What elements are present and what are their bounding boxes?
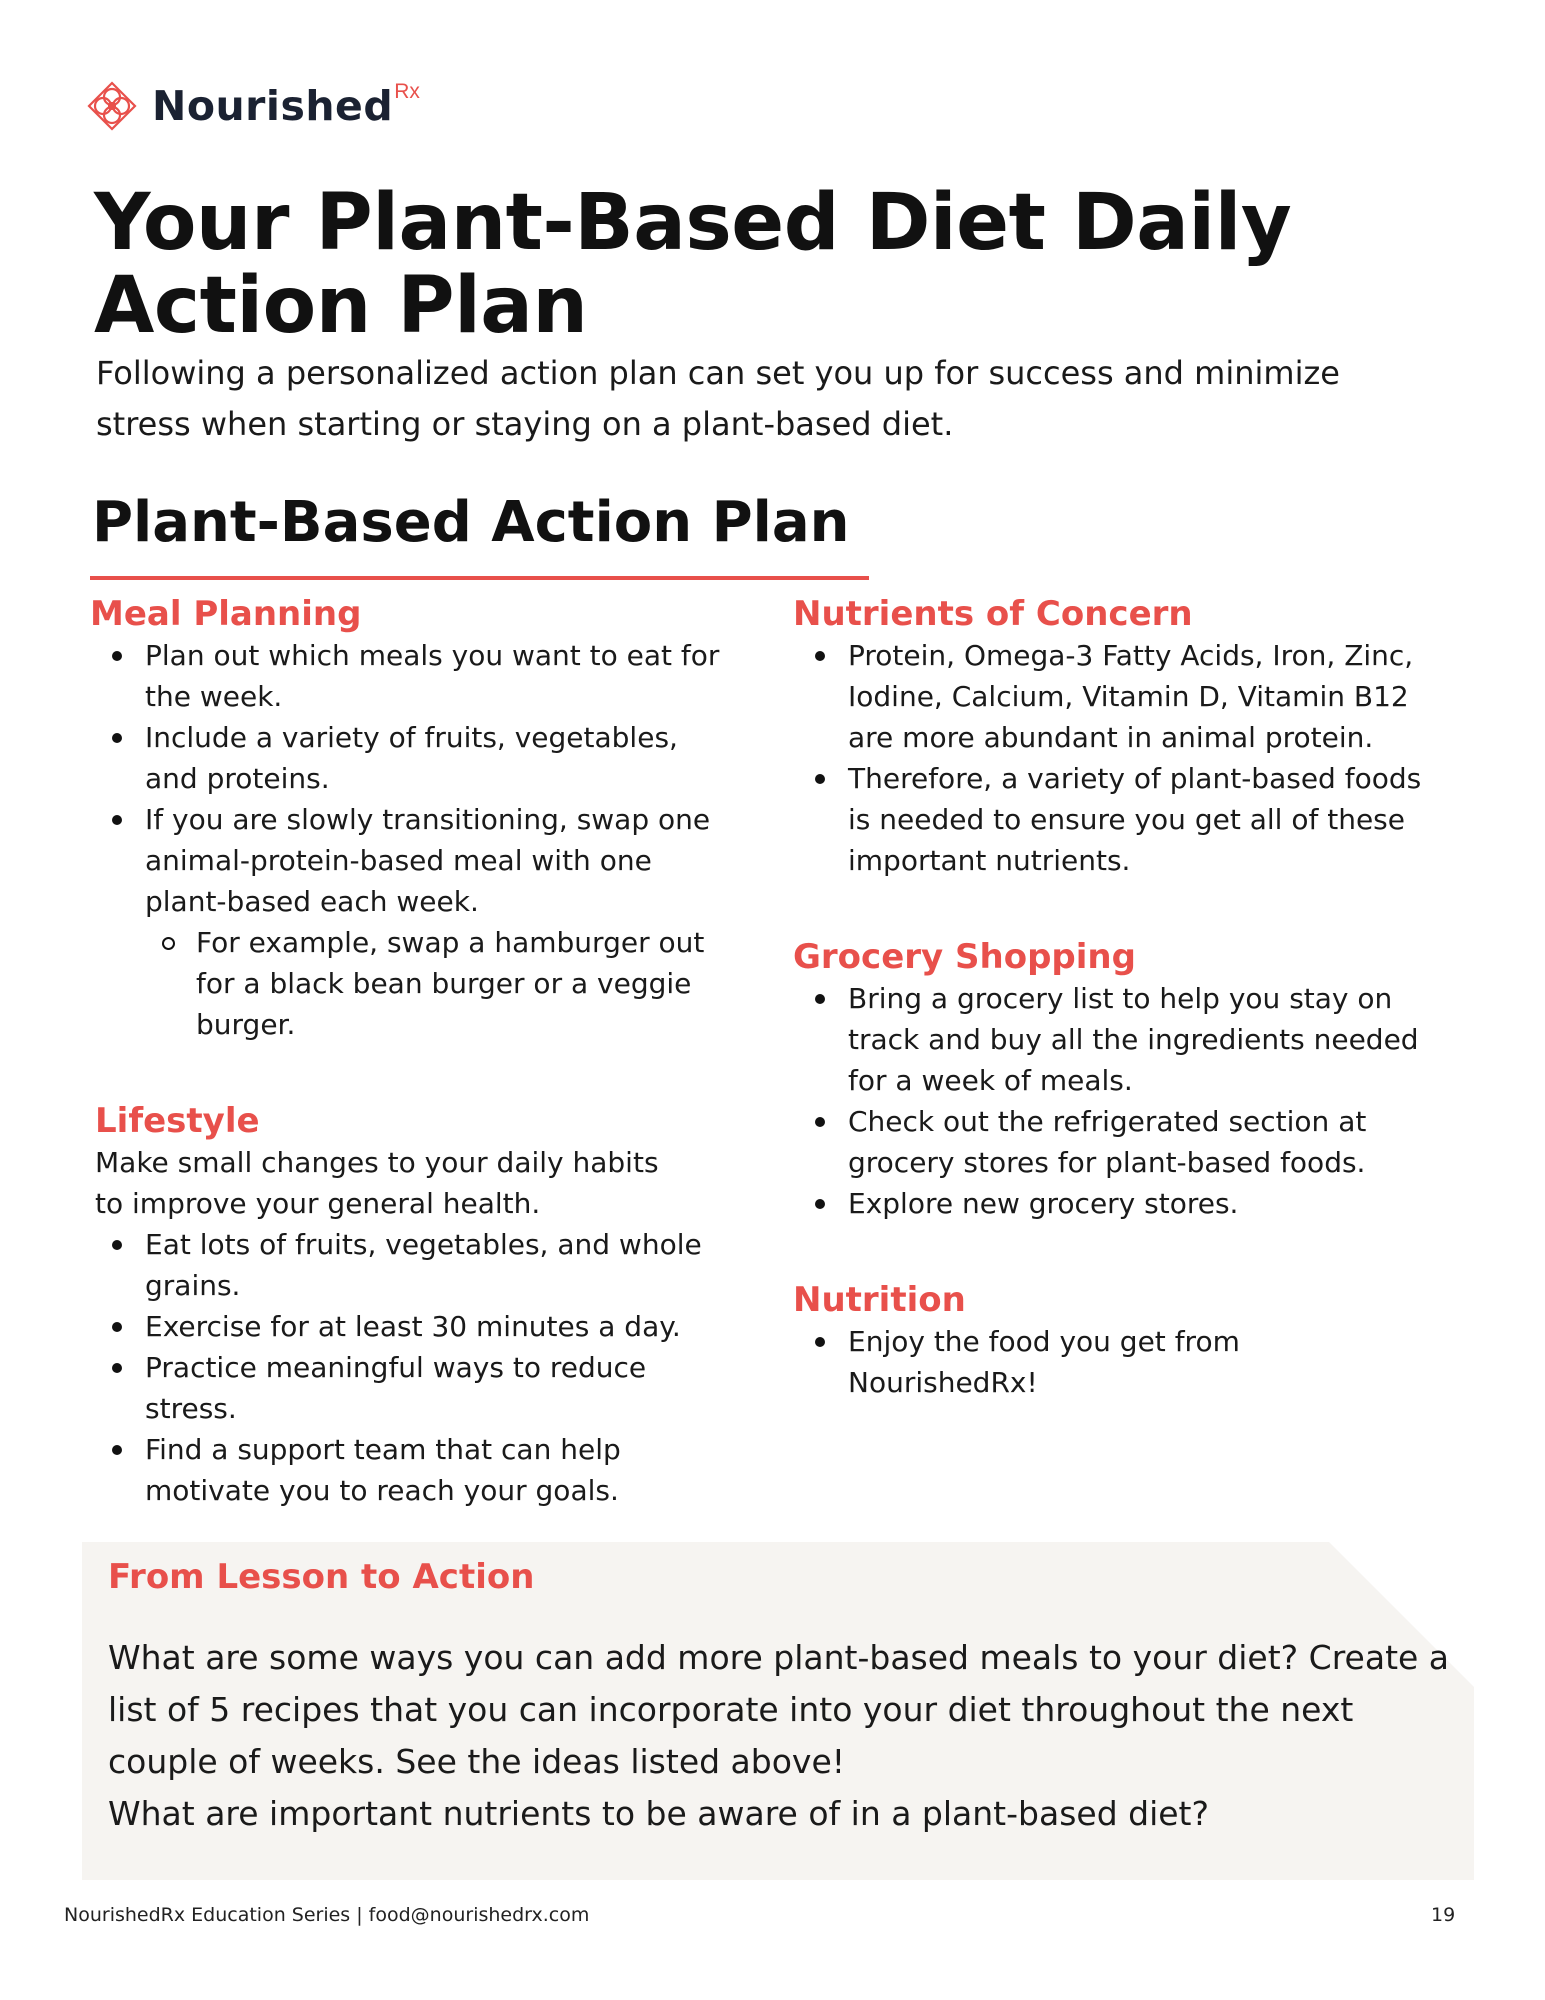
lifestyle-heading: Lifestyle bbox=[95, 1101, 260, 1141]
list-item: Check out the refrigerated section at grocery stores for plant-based foods. bbox=[793, 1101, 1433, 1183]
list-item: Practice meaningful ways to reduce stress. bbox=[90, 1347, 730, 1429]
callout-label: From Lesson to Action bbox=[108, 1557, 535, 1597]
list-item: Plan out which meals you want to eat for the week. bbox=[90, 635, 730, 717]
lifestyle-section bbox=[90, 1100, 730, 1511]
flower-logo-icon bbox=[86, 80, 138, 132]
list-item: Exercise for at least 30 minutes a day. bbox=[90, 1306, 730, 1347]
page-number: 19 bbox=[1431, 1904, 1456, 1926]
intro-text: Following a personalized action plan can set you up for success and minimize stress when starting or staying on a plant-based diet. bbox=[96, 354, 1340, 443]
nutrients-section bbox=[793, 593, 1433, 881]
meal-planning-heading: Meal Planning bbox=[90, 594, 362, 634]
brand-logo bbox=[86, 78, 420, 134]
nutrients-heading: Nutrients of Concern bbox=[793, 594, 1193, 634]
nutrients-list bbox=[793, 635, 1433, 881]
callout-line: What are important nutrients to be aware of in a plant-based diet? bbox=[108, 1794, 1210, 1833]
callout-line: What are some ways you can add more plant-based meals to your diet? Create a list of 5 recipes that you can incorporate into your diet throughout the next couple of weeks. See the ideas listed above! bbox=[108, 1638, 1450, 1781]
left-column bbox=[90, 593, 730, 1566]
footer-text: NourishedRx Education Series | food@nourishedrx.com bbox=[64, 1904, 590, 1926]
section-divider bbox=[90, 576, 869, 580]
list-item: Enjoy the food you get from NourishedRx! bbox=[793, 1321, 1288, 1403]
lifestyle-list bbox=[90, 1224, 730, 1511]
sub-list-item: For example, swap a hamburger out for a black bean burger or a veggie burger. bbox=[90, 922, 730, 1045]
grocery-heading: Grocery Shopping bbox=[793, 937, 1136, 977]
callout-text bbox=[108, 1632, 1468, 1840]
list-item: Include a variety of fruits, vegetables, and proteins. bbox=[90, 717, 730, 799]
lifestyle-intro: Make small changes to your daily habits to improve your general health. bbox=[95, 1146, 659, 1220]
list-item: Bring a grocery list to help you stay on track and buy all the ingredients needed for a week of meals. bbox=[793, 978, 1433, 1101]
brand-name: Nourished bbox=[152, 82, 394, 130]
page-title: Your Plant-Based Diet Daily Action Plan bbox=[94, 178, 1292, 351]
list-item: Eat lots of fruits, vegetables, and whole grains. bbox=[90, 1224, 730, 1306]
meal-planning-section bbox=[90, 593, 730, 1045]
brand-superscript: Rx bbox=[394, 80, 420, 103]
list-item: Find a support team that can help motivate you to reach your goals. bbox=[90, 1429, 730, 1511]
section-heading: Plant-Based Action Plan bbox=[92, 490, 850, 555]
nutrition-section bbox=[793, 1279, 1433, 1403]
meal-planning-list bbox=[90, 635, 730, 1045]
list-item: Explore new grocery stores. bbox=[793, 1183, 1433, 1224]
right-column bbox=[793, 593, 1433, 1458]
nutrition-list bbox=[793, 1321, 1433, 1403]
grocery-list bbox=[793, 978, 1433, 1224]
nutrition-heading: Nutrition bbox=[793, 1280, 966, 1320]
list-item: Protein, Omega-3 Fatty Acids, Iron, Zinc, Iodine, Calcium, Vitamin D, Vitamin B12 are more abundant in animal protein. bbox=[793, 635, 1433, 758]
list-item: If you are slowly transitioning, swap one animal-protein-based meal with one plant-based each week. bbox=[90, 799, 730, 922]
list-item: Therefore, a variety of plant-based foods is needed to ensure you get all of these important nutrients. bbox=[793, 758, 1433, 881]
grocery-section bbox=[793, 936, 1433, 1224]
lesson-callout bbox=[82, 1542, 1474, 1880]
